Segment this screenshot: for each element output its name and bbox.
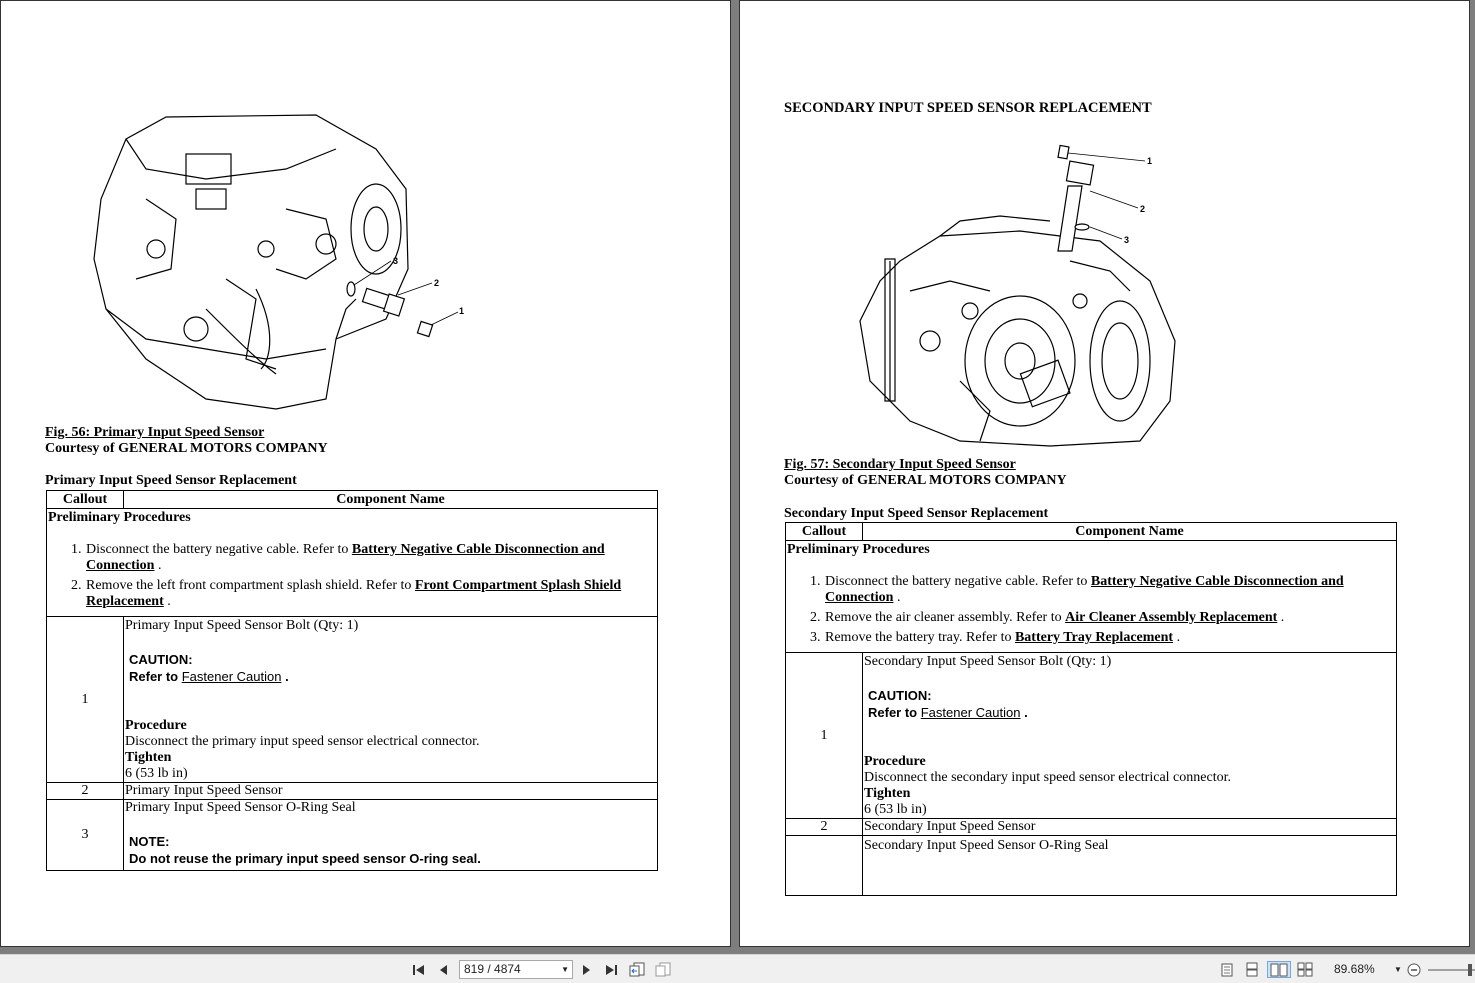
procedure-label: Procedure — [125, 718, 187, 733]
step-text: Disconnect the battery negative cable. Refer to — [86, 542, 352, 557]
caution-prefix: Refer to — [868, 705, 921, 720]
courtesy-line: Courtesy of GENERAL MOTORS COMPANY — [45, 441, 328, 456]
link-splash-shield[interactable]: Front Compartment Splash Shield Replacement — [86, 578, 622, 609]
page-number-input[interactable] — [459, 960, 573, 979]
figure-caption-block — [45, 425, 328, 457]
prev-view-icon[interactable] — [628, 961, 646, 978]
caution-end: . — [281, 669, 289, 684]
procedure-table — [785, 522, 1397, 896]
fig57-callout-1: 1 — [1147, 156, 1153, 166]
prev-page-icon[interactable] — [435, 961, 451, 978]
fig56-callout-1: 1 — [459, 306, 465, 316]
link-battery-tray[interactable]: Battery Tray Replacement — [1014, 630, 1174, 645]
viewer-toolbar — [0, 954, 1475, 983]
list-item — [85, 578, 656, 610]
step-text: Remove the left front compartment splash shield. Refer to — [86, 578, 415, 593]
page-title: SECONDARY INPUT SPEED SENSOR REPLACEMENT — [784, 100, 1152, 116]
link-battery-negative-cable[interactable]: Battery Negative Cable Disconnection and Connection — [825, 574, 1344, 605]
zoom-dropdown-icon[interactable]: ▼ — [1394, 965, 1402, 974]
procedure-label: Procedure — [864, 754, 926, 769]
caution-text — [125, 668, 656, 685]
single-page-icon[interactable] — [1219, 961, 1235, 978]
fig57-callout-3: 3 — [1124, 235, 1130, 245]
note-text: Do not reuse the primary input speed sensor O-ring seal. — [129, 851, 481, 866]
tighten-label: Tighten — [864, 786, 911, 801]
preliminary-row — [786, 541, 1397, 653]
table-header-row — [786, 523, 1397, 541]
link-battery-negative-cable[interactable]: Battery Negative Cable Disconnection and Connection — [86, 542, 605, 573]
table-row — [47, 617, 658, 783]
caution-end: . — [1020, 705, 1028, 720]
caution-label: CAUTION: — [129, 652, 193, 667]
fig57-callout-2: 2 — [1140, 204, 1146, 214]
callout-cell: 3 — [47, 800, 124, 871]
callout-cell: 2 — [47, 783, 124, 800]
tighten-value: 6 (53 lb in) — [125, 766, 188, 781]
two-page-icon[interactable] — [1267, 961, 1291, 978]
zoom-slider[interactable] — [1428, 961, 1475, 978]
tighten-value: 6 (53 lb in) — [864, 802, 927, 817]
step-text: Remove the air cleaner assembly. Refer to — [825, 610, 1066, 625]
fig56-callout-3: 3 — [393, 256, 399, 266]
list-item — [85, 542, 656, 574]
preliminary-steps — [824, 574, 1395, 646]
pdf-page-right — [739, 0, 1470, 947]
callout-cell: 1 — [786, 653, 863, 819]
note-label: NOTE: — [129, 834, 170, 849]
table-title: Secondary Input Speed Sensor Replacement — [784, 506, 1049, 521]
next-view-icon[interactable] — [654, 961, 672, 978]
list-item — [824, 630, 1395, 646]
component-name: Primary Input Speed Sensor Bolt (Qty: 1) — [125, 618, 359, 633]
caution-prefix: Refer to — [129, 669, 182, 684]
table-title: Primary Input Speed Sensor Replacement — [45, 473, 297, 488]
link-fastener-caution[interactable]: Fastener Caution — [181, 669, 282, 684]
callout-cell: 1 — [47, 617, 124, 783]
zoom-level[interactable]: 89.68% — [1334, 962, 1375, 976]
page-indicator: 819 / 4874 — [464, 962, 521, 976]
step-text: Remove the battery tray. Refer to — [825, 630, 1015, 645]
continuous-icon[interactable] — [1244, 961, 1260, 978]
link-air-cleaner[interactable]: Air Cleaner Assembly Replacement — [1065, 610, 1278, 625]
component-name: Secondary Input Speed Sensor Bolt (Qty: 1) — [864, 654, 1112, 669]
callout-cell — [786, 836, 863, 896]
courtesy-line: Courtesy of GENERAL MOTORS COMPANY — [784, 473, 1067, 488]
list-item — [824, 610, 1395, 626]
component-name: Secondary Input Speed Sensor — [863, 819, 1397, 836]
figure-caption: Fig. 57: Secondary Input Speed Sensor — [784, 457, 1016, 472]
procedure-table — [46, 490, 658, 871]
component-name: Secondary Input Speed Sensor O-Ring Seal — [864, 838, 1109, 853]
step-end: . — [1173, 630, 1181, 645]
component-name: Primary Input Speed Sensor — [124, 783, 658, 800]
figure-caption-block — [784, 457, 1067, 489]
callout-header: Callout — [786, 523, 863, 541]
component-name-header: Component Name — [863, 523, 1397, 541]
link-fastener-caution[interactable]: Fastener Caution — [920, 705, 1021, 720]
procedure-text: Disconnect the secondary input speed sensor electrical connector. — [864, 770, 1231, 785]
table-header-row — [47, 491, 658, 509]
preliminary-label: Preliminary Procedures — [48, 510, 191, 525]
caution-text — [864, 704, 1395, 721]
figure-caption: Fig. 56: Primary Input Speed Sensor — [45, 425, 265, 440]
next-page-icon[interactable] — [579, 961, 595, 978]
step-end: . — [154, 558, 162, 573]
zoom-out-icon[interactable] — [1406, 961, 1422, 978]
step-end: . — [893, 590, 901, 605]
table-row — [786, 836, 1397, 896]
fig56-callout-2: 2 — [434, 278, 440, 288]
figure-primary-input-speed-sensor — [86, 109, 476, 414]
first-page-icon[interactable] — [411, 961, 427, 978]
callout-cell: 2 — [786, 819, 863, 836]
last-page-icon[interactable] — [603, 961, 619, 978]
component-name: Primary Input Speed Sensor O-Ring Seal — [125, 800, 356, 815]
list-item — [824, 574, 1395, 606]
preliminary-row — [47, 509, 658, 617]
table-row — [47, 783, 658, 800]
caution-label: CAUTION: — [868, 688, 932, 703]
tighten-label: Tighten — [125, 750, 172, 765]
step-end: . — [163, 594, 171, 609]
figure-secondary-input-speed-sensor — [850, 141, 1190, 449]
preliminary-label: Preliminary Procedures — [787, 542, 930, 557]
table-row — [786, 653, 1397, 819]
component-name-header: Component Name — [124, 491, 658, 509]
table-row — [786, 819, 1397, 836]
callout-header: Callout — [47, 491, 124, 509]
pdf-page-left — [0, 0, 731, 947]
table-row — [47, 800, 658, 871]
step-end: . — [1277, 610, 1285, 625]
procedure-text: Disconnect the primary input speed sensor electrical connector. — [125, 734, 480, 749]
two-page-continuous-icon[interactable] — [1296, 961, 1314, 978]
chevron-down-icon[interactable]: ▼ — [561, 965, 569, 974]
step-text: Disconnect the battery negative cable. Refer to — [825, 574, 1091, 589]
preliminary-steps — [85, 542, 656, 610]
